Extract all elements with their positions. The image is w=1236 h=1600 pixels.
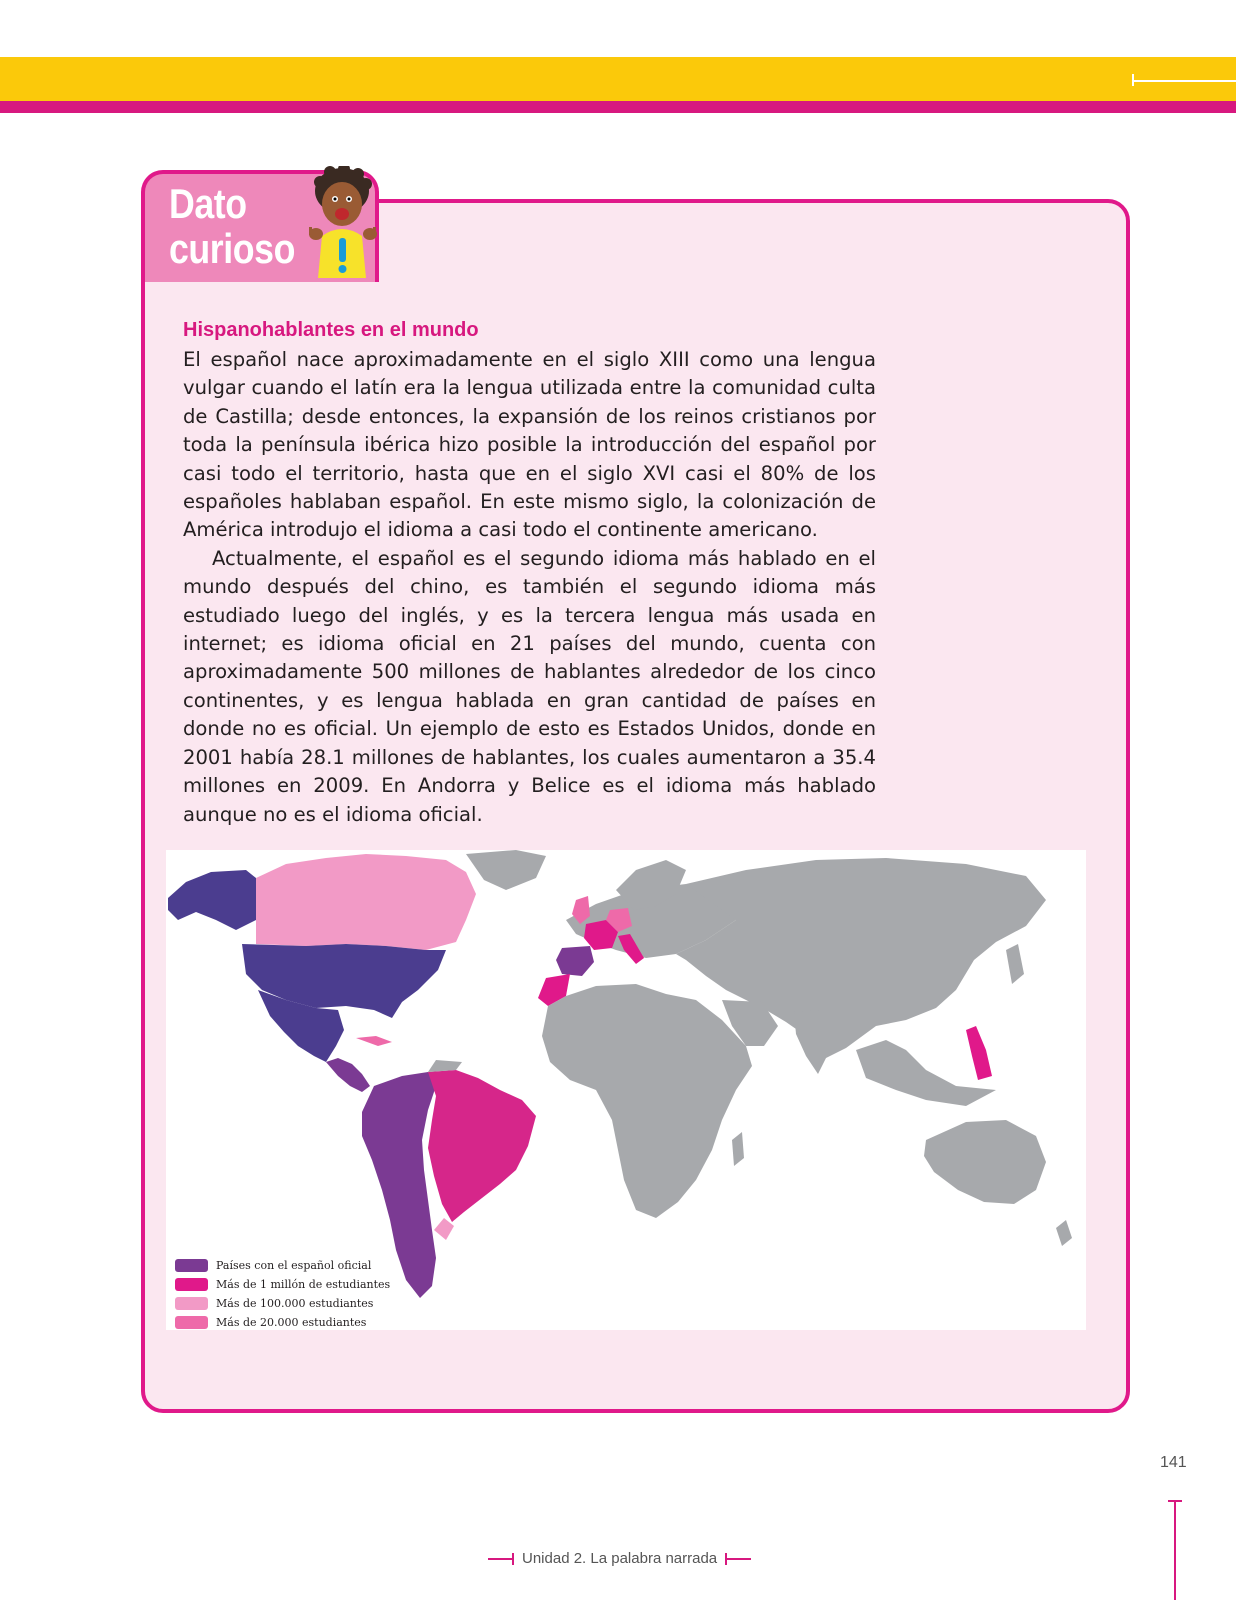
body-text (183, 346, 876, 829)
legend-swatch (175, 1316, 208, 1329)
header-band-marker (1132, 80, 1236, 82)
header-band-tick (1132, 74, 1134, 86)
philippines (966, 1026, 992, 1080)
map-legend (175, 1256, 390, 1332)
legend-item-20k (175, 1313, 390, 1332)
footer-text (522, 1550, 717, 1567)
australia (924, 1120, 1046, 1204)
japan (1006, 944, 1024, 984)
madagascar (732, 1132, 744, 1166)
asia (676, 858, 1046, 1060)
footer-left-mark (488, 1553, 514, 1565)
new-zealand (1056, 1220, 1072, 1246)
central-america (326, 1058, 370, 1092)
paragraph-1: El español nace aproximadamente en el siglo XIII como una lengua vulgar cuando el latín era la lengua utilizada entre la comunidad culta de Castilla; desde entonces, la expansión de los reinos cristianos por toda la península ibérica hizo posible la introducción del español por casi todo el territorio, hasta que en el siglo XVI casi el 80% de los españoles hablaban español. En este mismo siglo, la colonización de América introdujo el idioma a casi todo el continente americano. (183, 348, 876, 542)
legend-item-1m (175, 1275, 390, 1294)
paragraph-2: Actualmente, el español es el segundo idioma más hablado en el mundo después del chino, es también el segundo idioma más estudiado luego del inglés, y es la tercera lengua más usada en internet; es idioma oficial en 21 países del mundo, cuenta con aproximadamente 500 millones de hablantes alrededor de los cinco continentes, y es lengua hablada en gran cantidad de países en donde no es oficial. Un ejemplo de esto es Estados Unidos, donde en 2001 había 28.1 millones de hablantes, los cuales aumentaron a 35.4 millones en 2009. En Andorra y Belice es el idioma más hablado aunque no es el idioma oficial. (183, 546, 876, 826)
section-heading: Hispanohablantes en el mundo (183, 319, 479, 341)
tab-title-line1: Dato (169, 180, 247, 227)
brazil (428, 1070, 536, 1222)
legend-swatch (175, 1297, 208, 1310)
header-pink-band (0, 101, 1236, 113)
legend-label: Países con el español oficial (216, 1259, 372, 1272)
page-margin-line (1174, 1500, 1176, 1600)
legend-item-official (175, 1256, 390, 1275)
caribbean (356, 1036, 392, 1046)
tab-title-line2: curioso (169, 225, 295, 272)
greenland (466, 850, 546, 890)
footer-right-mark (725, 1553, 751, 1565)
legend-label: Más de 100.000 estudiantes (216, 1297, 374, 1310)
alaska (168, 870, 256, 930)
spain (556, 946, 594, 976)
legend-label: Más de 1 millón de estudiantes (216, 1278, 391, 1291)
uruguay (434, 1218, 454, 1240)
footer-unit: Unidad 2. (522, 1550, 587, 1567)
legend-item-100k (175, 1294, 390, 1313)
legend-label: Más de 20.000 estudiantes (216, 1316, 367, 1329)
legend-swatch (175, 1259, 208, 1272)
legend-swatch (175, 1278, 208, 1291)
canada (256, 854, 476, 950)
guianas (428, 1060, 462, 1072)
header-yellow-band (0, 57, 1236, 101)
footer (488, 1550, 751, 1567)
africa (542, 984, 752, 1218)
mascot-illustration (308, 166, 378, 284)
page-margin-tick (1168, 1500, 1182, 1502)
tab-title (169, 181, 295, 271)
footer-unit-title: La palabra narrada (590, 1550, 718, 1567)
page-number: 141 (1160, 1454, 1187, 1471)
